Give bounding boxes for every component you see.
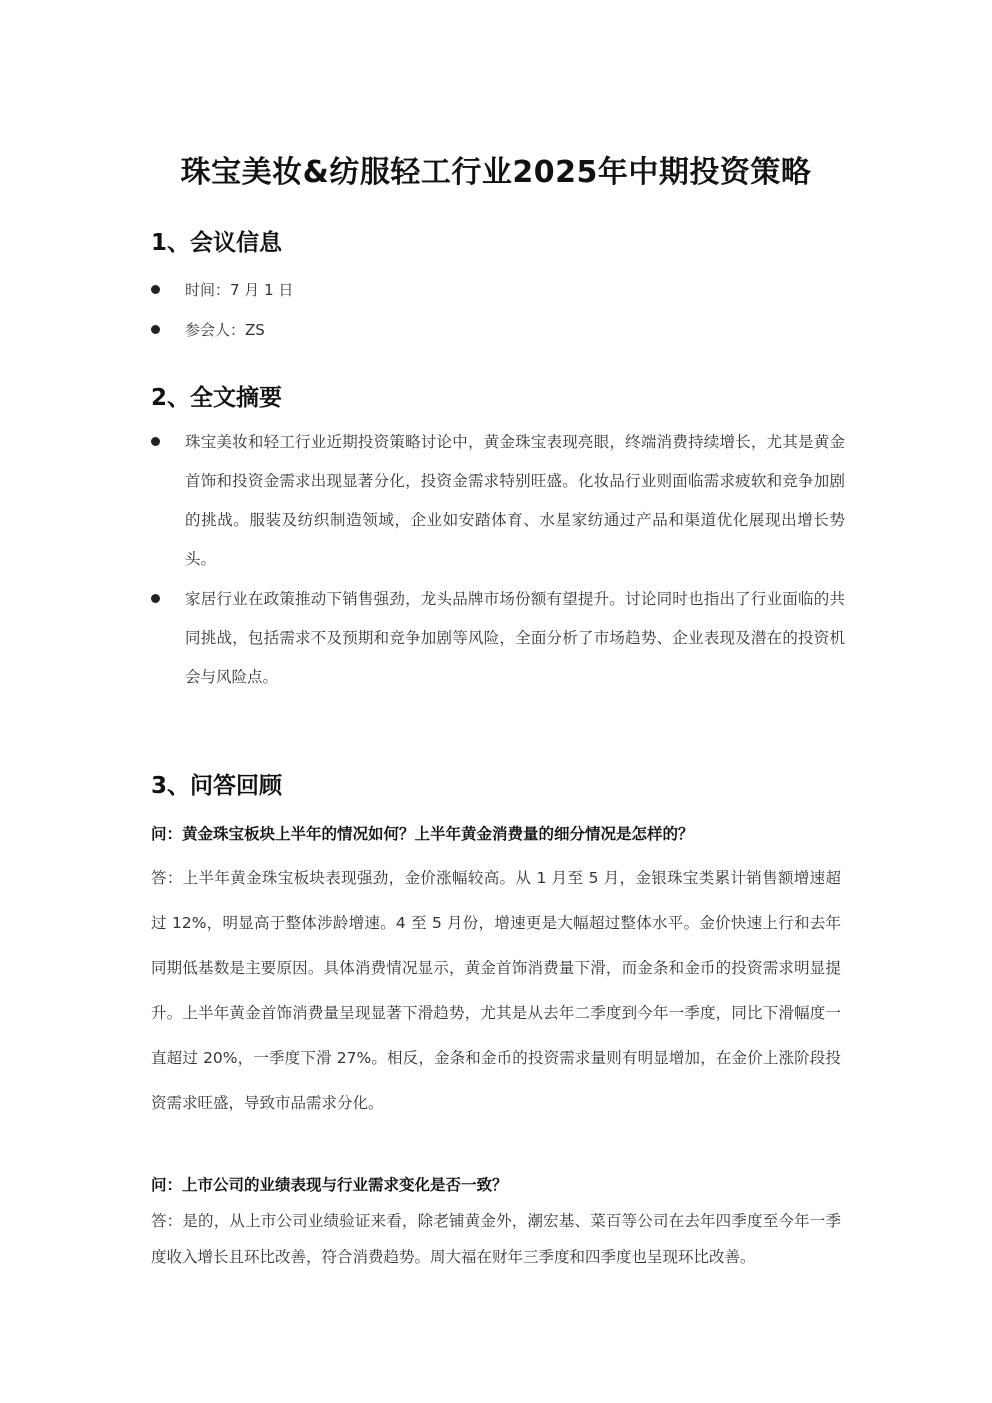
- document-title: 珠宝美妆&纺服轻工行业2025年中期投资策略: [180, 155, 812, 190]
- bullet-icon: [151, 325, 160, 334]
- section-heading-meeting-info: 1、会议信息: [151, 230, 283, 256]
- qa-answer: 答：是的，从上市公司业绩验证来看，除老铺黄金外，潮宏基、菜百等公司在去年四季度至今年一季度收入增长且环比改善，符合消费趋势。周大福在财年三季度和四季度也呈现环比改善。: [151, 1212, 841, 1266]
- section-heading-summary: 2、全文摘要: [151, 385, 283, 411]
- qa-answer: 答：上半年黄金珠宝板块表现强劲，金价涨幅较高。从 1 月至 5 月，金银珠宝类累计销售额增速超过 12%，明显高于整体涉龄增速。4 至 5 月份，增速更是大幅超过整体水平。金价快速上行和去年同期低基数是主要原因。具体消费情况显示，黄金首饰消费量下滑，而金条和金币的投资需求明显提升。上半年黄金首饰消费量呈现显著下滑趋势，尤其是从去年二季度到今年一季度，同比下滑幅度一直超过 20%，一季度下滑 27%。相反，金条和金币的投资需求量则有明显增加，在金价上涨阶段投资需求旺盛，导致市品需求分化。: [151, 869, 841, 1112]
- section-heading-qa: 3、问答回顾: [151, 773, 283, 799]
- summary-paragraph: [151, 423, 851, 579]
- bullet-icon: [151, 285, 160, 294]
- summary-text: 家居行业在政策推动下销售强劲，龙头品牌市场份额有望提升。讨论同时也指出了行业面临的共同挑战，包括需求不及预期和竞争加剧等风险，全面分析了市场趋势、企业表现及潜在的投资机会与风险点。: [185, 590, 845, 686]
- bullet-icon: [151, 437, 160, 446]
- qa-question: 问：上市公司的业绩表现与行业需求变化是否一致？: [151, 1176, 508, 1194]
- summary-text: 珠宝美妆和轻工行业近期投资策略讨论中，黄金珠宝表现亮眼，终端消费持续增长，尤其是黄金首饰和投资金需求出现显著分化，投资金需求特别旺盛。化妆品行业则面临需求疲软和竞争加剧的挑战。服装及纺织制造领域，企业如安踏体育、水星家纺通过产品和渠道优化展现出增长势头。: [185, 433, 845, 568]
- attendees-text: 参会人：ZS: [185, 321, 265, 339]
- summary-paragraph: [151, 580, 851, 697]
- meeting-time-text: 时间：7 月 1 日: [185, 281, 294, 299]
- qa-question: 问：黄金珠宝板块上半年的情况如何？上半年黄金消费量的细分情况是怎样的？: [151, 825, 694, 843]
- bullet-icon: [151, 594, 160, 603]
